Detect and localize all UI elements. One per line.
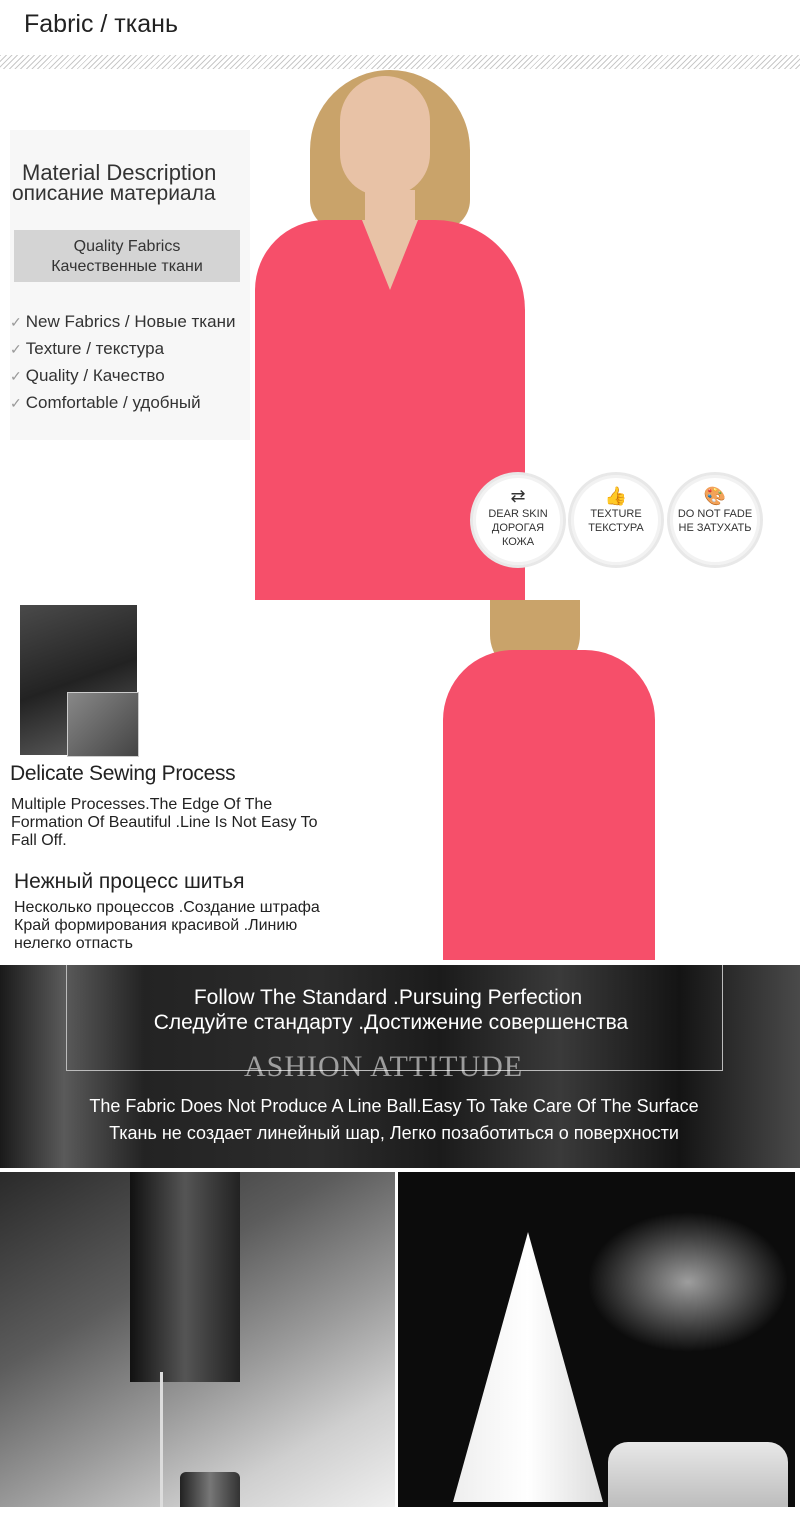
- header-divider: [0, 55, 800, 69]
- check-icon: ✓: [10, 368, 22, 384]
- sewing-body-en: Multiple Processes.The Edge Of The Formation Of Beautiful .Line Is Not Easy To Fall Off.: [11, 796, 318, 849]
- badge-dear-skin: ⇄ DEAR SKIN ДОРОГАЯ КОЖА: [470, 472, 566, 568]
- sewing-title-en: Delicate Sewing Process: [10, 762, 236, 785]
- sewing-closeup-photo: [0, 1172, 395, 1507]
- banner-headline-ru: Следуйте стандарту .Достижение совершенства: [153, 1011, 629, 1034]
- feature-item: ✓ Quality / Качество: [10, 366, 165, 385]
- check-icon: ✓: [10, 314, 22, 330]
- check-icon: ✓: [10, 395, 22, 411]
- sewing-body-ru: Несколько процессов .Создание штрафа Край формирования красивой .Линию нелегко отпасть: [14, 899, 320, 952]
- sewing-title-ru: Нежный процесс шитья: [14, 870, 245, 893]
- feature-item: ✓ Comfortable / удобный: [10, 393, 201, 412]
- banner-fabric-en: The Fabric Does Not Produce A Line Ball.Easy To Take Care Of The Surface: [89, 1096, 699, 1116]
- steam-iron-photo: [398, 1172, 795, 1507]
- banner-watermark: ASHION ATTITUDE: [244, 1050, 524, 1083]
- feature-item: ✓ Texture / текстура: [10, 339, 165, 358]
- material-title-ru: описание материала: [12, 182, 216, 205]
- check-icon: ✓: [10, 341, 22, 357]
- quality-label-en: Quality Fabrics: [73, 238, 181, 255]
- refresh-icon: ⇄: [510, 486, 526, 506]
- badge-texture: 👍 TEXTURE ТЕКСТУРА: [568, 472, 664, 568]
- badge-do-not-fade: 🎨 DO NOT FADE НЕ ЗАТУХАТЬ: [667, 472, 763, 568]
- page-title: Fabric / ткань: [24, 10, 178, 38]
- sewing-detail-inset: [67, 692, 139, 757]
- quality-fabrics-box: [14, 230, 240, 282]
- banner-headline-en: Follow The Standard .Pursuing Perfection: [193, 986, 583, 1009]
- quality-label-ru: Качественные ткани: [51, 258, 203, 275]
- thumbs-up-icon: 👍: [604, 486, 628, 506]
- feature-item: ✓ New Fabrics / Новые ткани: [10, 312, 236, 331]
- model-back-photo: [435, 600, 665, 960]
- banner-fabric-ru: Ткань не создает линейный шар, Легко позаботиться о поверхности: [109, 1123, 679, 1143]
- palette-icon: 🎨: [703, 486, 727, 506]
- material-title-en: Material Description: [22, 160, 217, 185]
